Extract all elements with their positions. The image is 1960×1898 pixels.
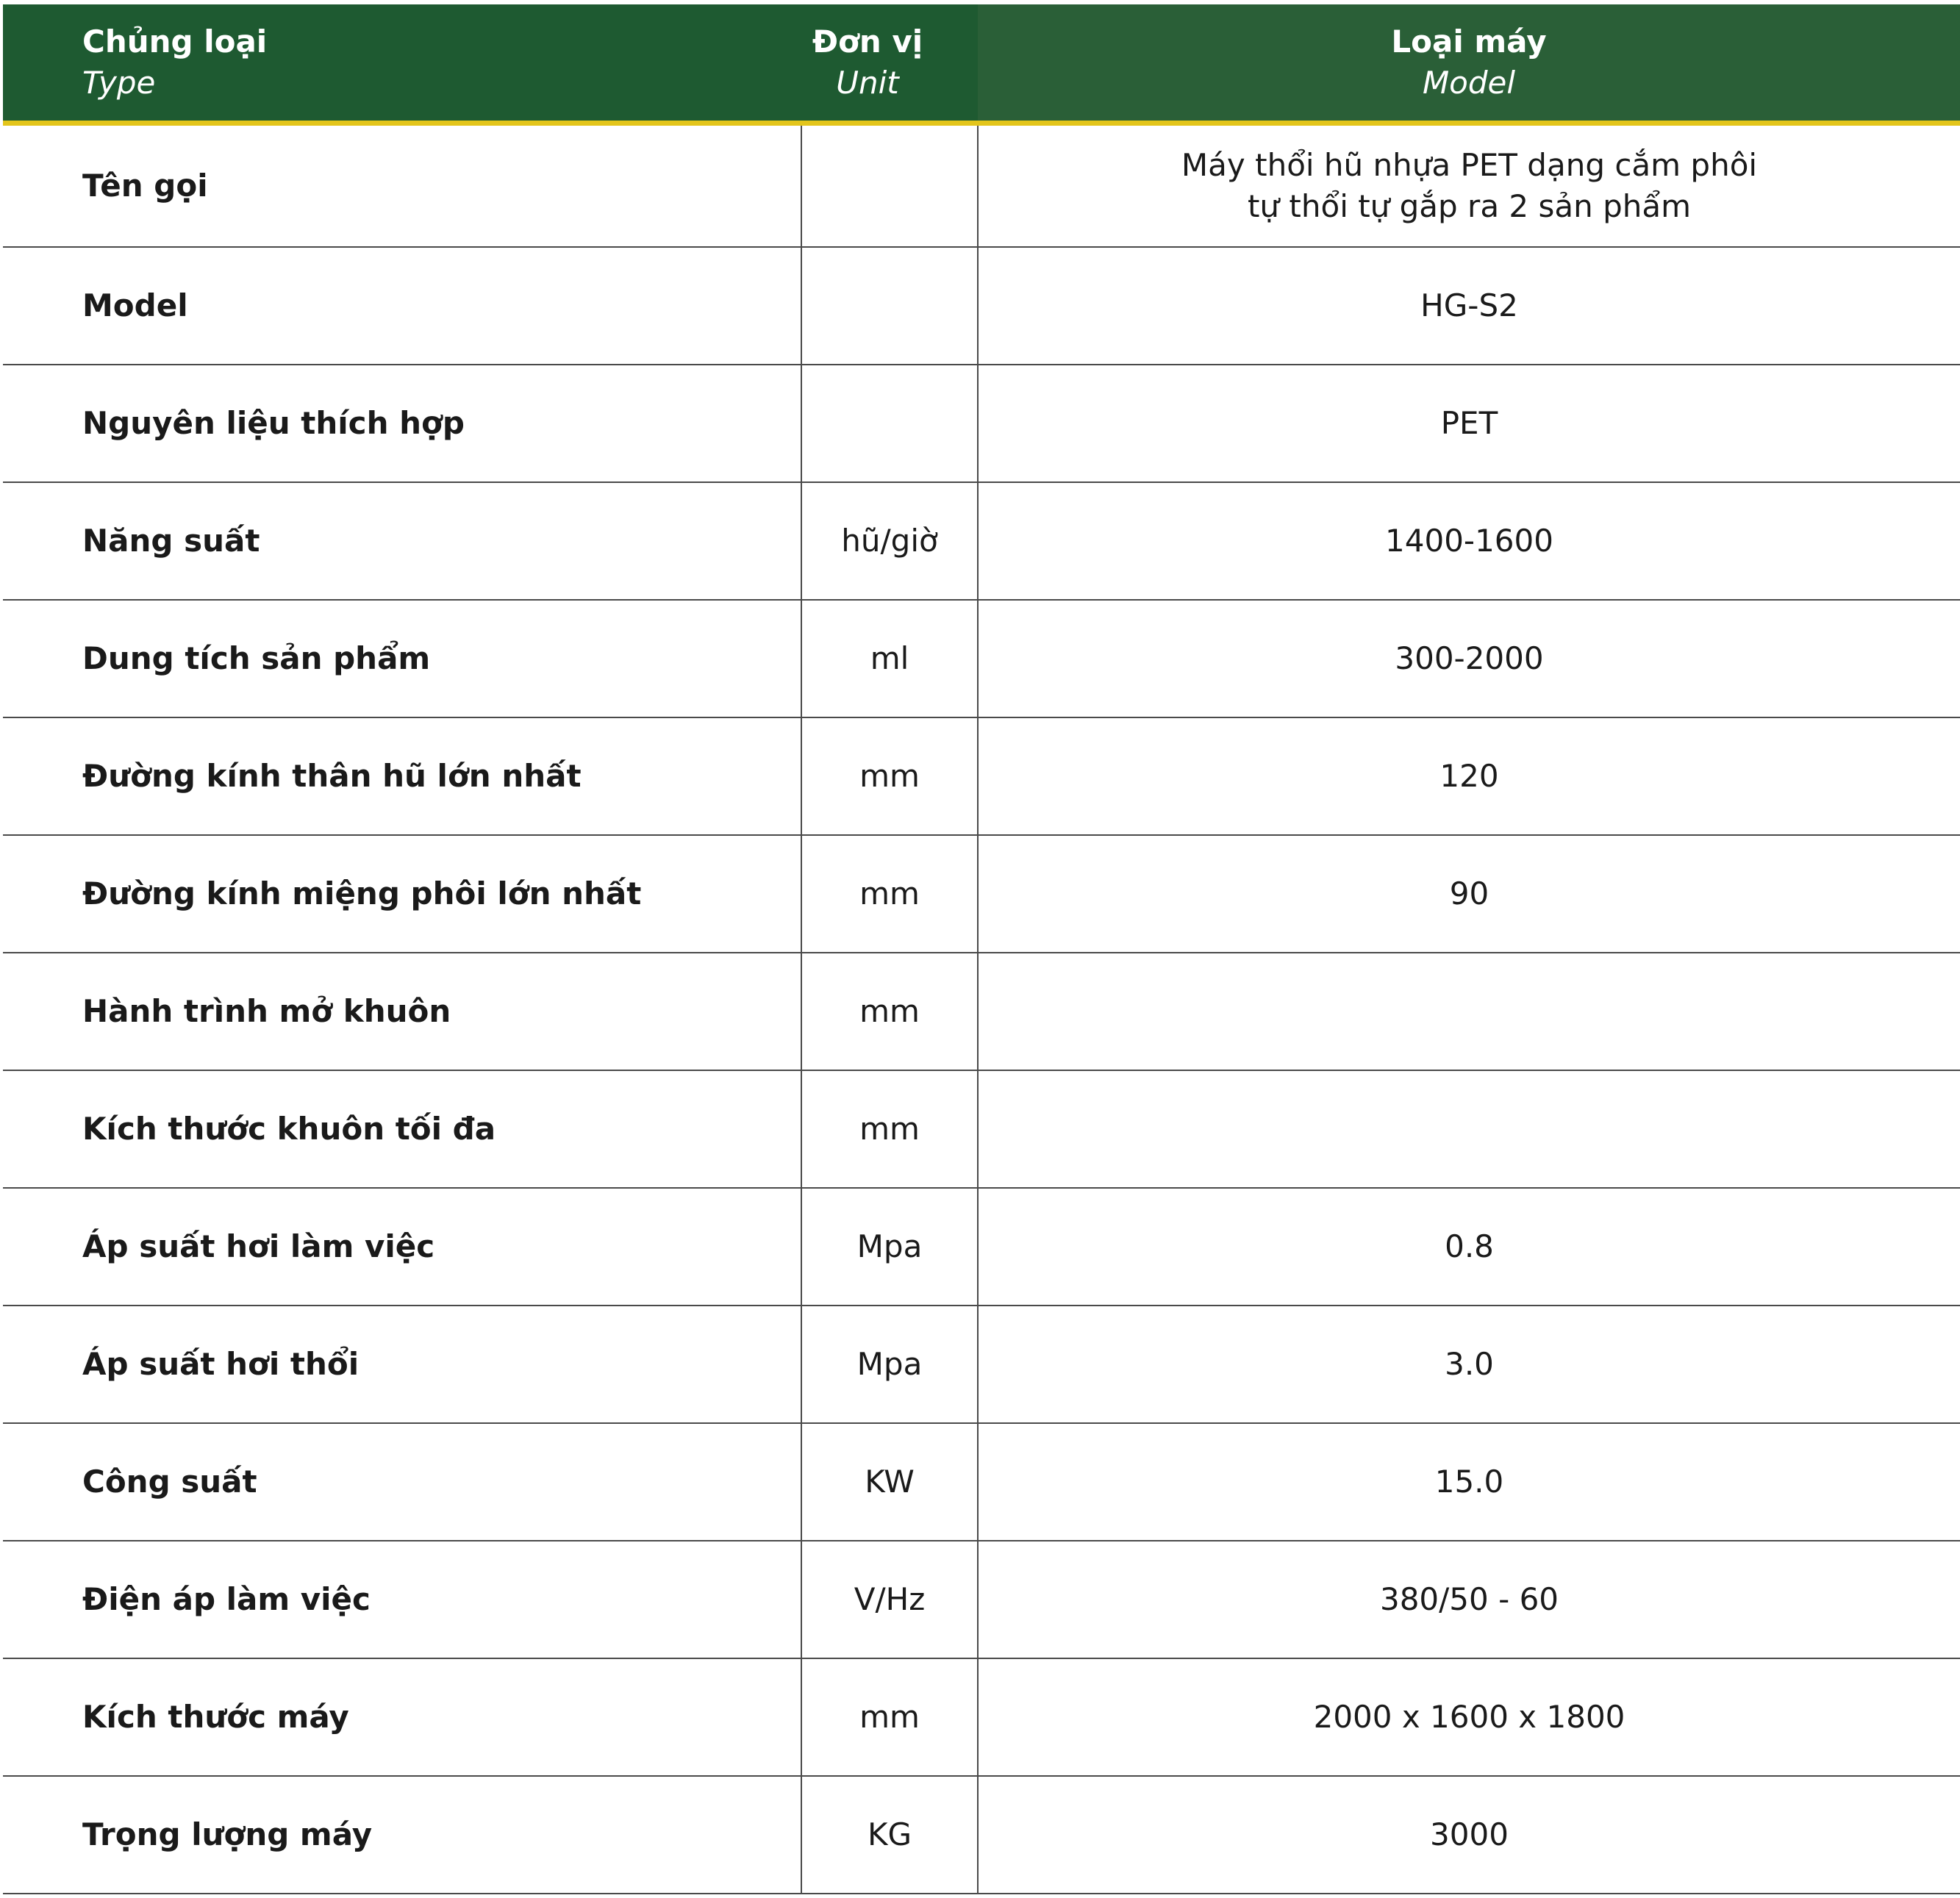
- table-row: [3, 482, 1960, 600]
- row-label: Nguyên liệu thích hợp: [3, 365, 801, 482]
- table-row: [3, 365, 1960, 482]
- table-row: [3, 953, 1960, 1070]
- table-row: [3, 1188, 1960, 1306]
- table-row: [3, 600, 1960, 717]
- header-model-label: Loại máy: [1391, 24, 1547, 60]
- row-unit: hũ/giờ: [801, 482, 978, 600]
- row-unit: [801, 365, 978, 482]
- row-value: PET: [978, 365, 1960, 482]
- row-unit: V/Hz: [801, 1541, 978, 1658]
- row-value: 3.0: [978, 1306, 1960, 1423]
- row-value-line: Máy thổi hũ nhựa PET dạng cắm phôi: [1181, 147, 1758, 183]
- row-value: HG-S2: [978, 247, 1960, 365]
- row-label: Model: [3, 247, 801, 365]
- row-unit: KG: [801, 1776, 978, 1894]
- row-label: Năng suất: [3, 482, 801, 600]
- row-value: 0.8: [978, 1188, 1960, 1306]
- table-row: [3, 1070, 1960, 1188]
- row-label: Điện áp làm việc: [3, 1541, 801, 1658]
- row-label: Dung tích sản phẩm: [3, 600, 801, 717]
- table-row: [3, 1658, 1960, 1776]
- row-value: 120: [978, 717, 1960, 835]
- table-row: [3, 1306, 1960, 1423]
- header-unit-label: Đơn vị: [812, 24, 923, 60]
- header-model: [978, 4, 1960, 123]
- header-type-label: Chủng loại: [82, 24, 268, 60]
- row-label: Đường kính miệng phôi lớn nhất: [3, 835, 801, 953]
- row-value-line: tự thổi tự gắp ra 2 sản phẩm: [1247, 188, 1692, 224]
- row-unit: mm: [801, 835, 978, 953]
- table-row: [3, 1541, 1960, 1658]
- row-unit: Mpa: [801, 1306, 978, 1423]
- row-value: [978, 953, 1960, 1070]
- row-unit: mm: [801, 717, 978, 835]
- row-value: [978, 1070, 1960, 1188]
- row-unit: KW: [801, 1423, 978, 1541]
- row-label: Trọng lượng máy: [3, 1776, 801, 1894]
- table-row: [3, 835, 1960, 953]
- row-value: 380/50 - 60: [978, 1541, 1960, 1658]
- row-unit: mm: [801, 1658, 978, 1776]
- row-unit: ml: [801, 600, 978, 717]
- table-row-name: [3, 123, 1960, 248]
- row-label: Công suất: [3, 1423, 801, 1541]
- header-unit: [801, 4, 978, 123]
- table-row: [3, 1423, 1960, 1541]
- row-value: [978, 123, 1960, 248]
- row-label: Kích thước khuôn tối đa: [3, 1070, 801, 1188]
- table-row: [3, 717, 1960, 835]
- table-row: [3, 1776, 1960, 1894]
- row-label: Áp suất hơi làm việc: [3, 1188, 801, 1306]
- row-value: 15.0: [978, 1423, 1960, 1541]
- row-value: 300-2000: [978, 600, 1960, 717]
- row-label: Áp suất hơi thổi: [3, 1306, 801, 1423]
- header-type: [3, 4, 801, 123]
- row-unit: Mpa: [801, 1188, 978, 1306]
- row-value: 1400-1600: [978, 482, 1960, 600]
- row-value: 3000: [978, 1776, 1960, 1894]
- row-unit: mm: [801, 953, 978, 1070]
- table-header-row: [3, 4, 1960, 123]
- row-unit: mm: [801, 1070, 978, 1188]
- row-label: Đường kính thân hũ lớn nhất: [3, 717, 801, 835]
- row-unit: [801, 247, 978, 365]
- row-label: Tên gọi: [3, 123, 801, 248]
- row-label: Kích thước máy: [3, 1658, 801, 1776]
- header-type-sublabel: Type: [82, 65, 156, 101]
- row-unit: [801, 123, 978, 248]
- row-value: 2000 x 1600 x 1800: [978, 1658, 1960, 1776]
- row-label: Hành trình mở khuôn: [3, 953, 801, 1070]
- header-model-sublabel: Model: [1422, 65, 1516, 101]
- header-unit-sublabel: Unit: [836, 65, 899, 101]
- row-value: 90: [978, 835, 1960, 953]
- spec-table: [3, 4, 1960, 1894]
- table-row: [3, 247, 1960, 365]
